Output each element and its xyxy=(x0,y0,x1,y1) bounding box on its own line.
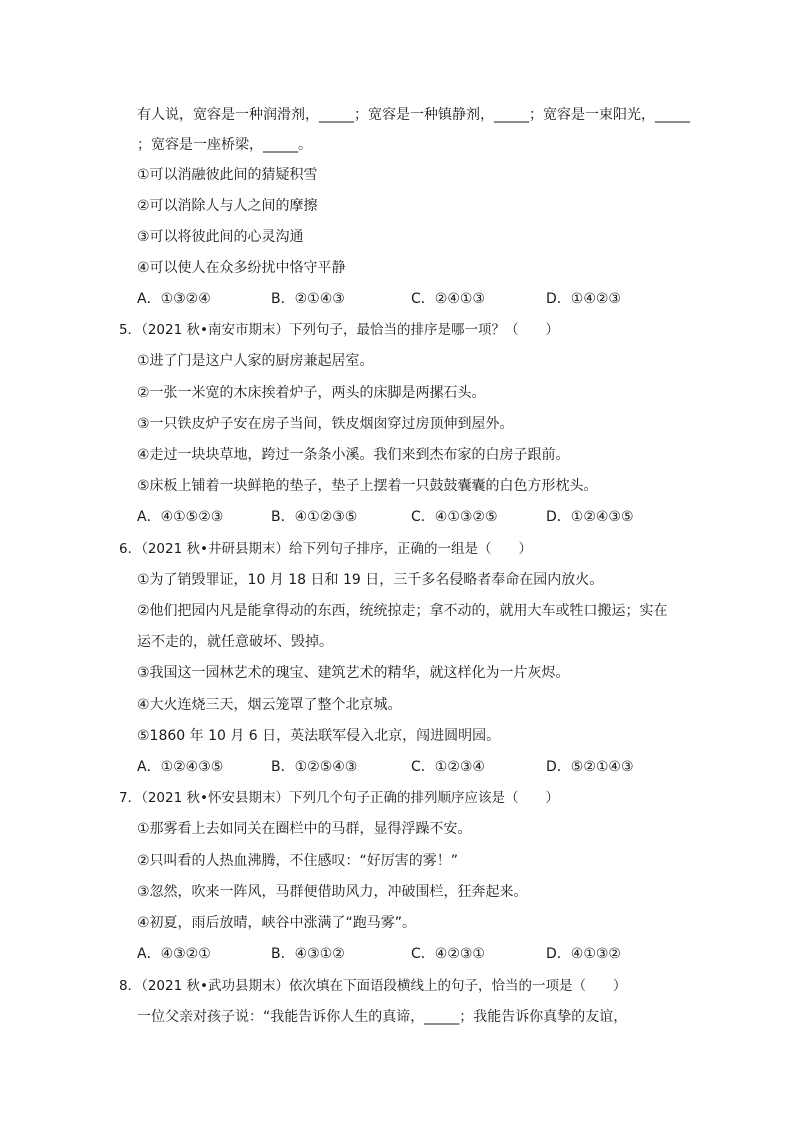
q7-choice-a[interactable]: A．④③②① xyxy=(137,946,211,962)
q5-item-5: ⑤床板上铺着一块鲜艳的垫子，垫子上摆着一只鼓鼓囊囊的白色方形枕头。 xyxy=(137,478,598,494)
q7-choice-d[interactable]: D．④①③② xyxy=(546,946,621,962)
q6-choice-c[interactable]: C．①②③④ xyxy=(411,759,485,775)
q6-item-2-cont: 运不走的，就任意破坏、毁掉。 xyxy=(137,634,333,650)
q8-stem-line1: 一位父亲对孩子说：“我能告诉你人生的真谛，_____；我能告诉你真挚的友谊， xyxy=(137,1009,628,1025)
q4-choice-a[interactable]: A．①③②④ xyxy=(137,291,211,307)
q4-choice-c[interactable]: C．②④①③ xyxy=(411,291,485,307)
q7-item-4: ④初夏，雨后放晴，峡谷中涨满了“跑马雾”。 xyxy=(137,915,417,931)
q4-item-2: ②可以消除人与人之间的摩擦 xyxy=(137,198,318,214)
q5-choice-a[interactable]: A．④①⑤②③ xyxy=(137,509,224,525)
q6-item-2: ②他们把园内凡是能拿得动的东西，统统掠走；拿不动的，就用大车或牲口搬运；实在 xyxy=(137,603,668,619)
q4-choice-d[interactable]: D．①④②③ xyxy=(546,291,621,307)
q5-choice-d[interactable]: D．①②④③⑤ xyxy=(546,509,634,525)
q7-choice-c[interactable]: C．④②③① xyxy=(411,946,485,962)
q6-choice-a[interactable]: A．①②④③⑤ xyxy=(137,759,224,775)
q6-choice-b[interactable]: B．①②⑤④③ xyxy=(271,759,358,775)
q6-item-4: ④大火连烧三天，烟云笼罩了整个北京城。 xyxy=(137,697,402,713)
q7-item-2: ②只叫看的人热血沸腾，不住感叹：“好厉害的雾！” xyxy=(137,853,459,869)
q4-choice-b[interactable]: B．②①④③ xyxy=(271,291,345,307)
q4-stem-line1: 有人说，宽容是一种润滑剂，_____；宽容是一种镇静剂，_____；宽容是一束阳光，_____ xyxy=(137,107,690,123)
q5-item-4: ④走过一块块草地，跨过一条条小溪。我们来到杰布家的白房子跟前。 xyxy=(137,447,570,463)
q5-heading: 5．（2021 秋•南安市期末）下列句子，最恰当的排序是哪一项？（ ） xyxy=(119,322,559,338)
q4-item-3: ③可以将彼此间的心灵沟通 xyxy=(137,229,304,245)
q6-choice-d[interactable]: D．⑤②①④③ xyxy=(546,759,634,775)
q7-choices xyxy=(137,945,697,963)
q4-choices xyxy=(137,290,697,308)
q7-heading: 7．（2021 秋•怀安县期末）下列几个句子正确的排列顺序应该是（ ） xyxy=(119,790,559,806)
q6-heading: 6．（2021 秋•井研县期末）给下列句子排序，正确的一组是（ ） xyxy=(119,541,532,557)
q5-choice-c[interactable]: C．④①③②⑤ xyxy=(411,509,498,525)
q5-choice-b[interactable]: B．④①②③⑤ xyxy=(271,509,358,525)
q5-item-2: ②一张一米宽的木床挨着炉子，两头的床脚是两摞石头。 xyxy=(137,385,486,401)
q6-choices xyxy=(137,758,697,776)
q7-choice-b[interactable]: B．④③①② xyxy=(271,946,345,962)
q4-item-4: ④可以使人在众多纷扰中恪守平静 xyxy=(137,260,346,276)
q7-item-3: ③忽然，吹来一阵风，马群便借助风力，冲破围栏，狂奔起来。 xyxy=(137,884,528,900)
q5-choices xyxy=(137,508,697,526)
q6-item-3: ③我国这一园林艺术的瑰宝、建筑艺术的精华，就这样化为一片灰烬。 xyxy=(137,665,570,681)
q4-item-1: ①可以消融彼此间的猜疑积雪 xyxy=(137,167,318,183)
q5-item-3: ③一只铁皮炉子安在房子当间，铁皮烟囱穿过房顶伸到屋外。 xyxy=(137,416,514,432)
q6-item-1: ①为了销毁罪证，10 月 18 日和 19 日，三千多名侵略者奉命在园内放火。 xyxy=(137,572,604,588)
q5-item-1: ①进了门是这户人家的厨房兼起居室。 xyxy=(137,353,374,369)
q8-heading: 8．（2021 秋•武功县期末）依次填在下面语段横线上的句子，恰当的一项是（ ） xyxy=(119,978,627,994)
q6-item-5: ⑤1860 年 10 月 6 日，英法联军侵入北京，闯进圆明园。 xyxy=(137,728,501,744)
q7-item-1: ①那雾看上去如同关在圈栏中的马群，显得浮躁不安。 xyxy=(137,821,472,837)
q4-stem-line2: ；宽容是一座桥梁，_____。 xyxy=(137,137,312,153)
